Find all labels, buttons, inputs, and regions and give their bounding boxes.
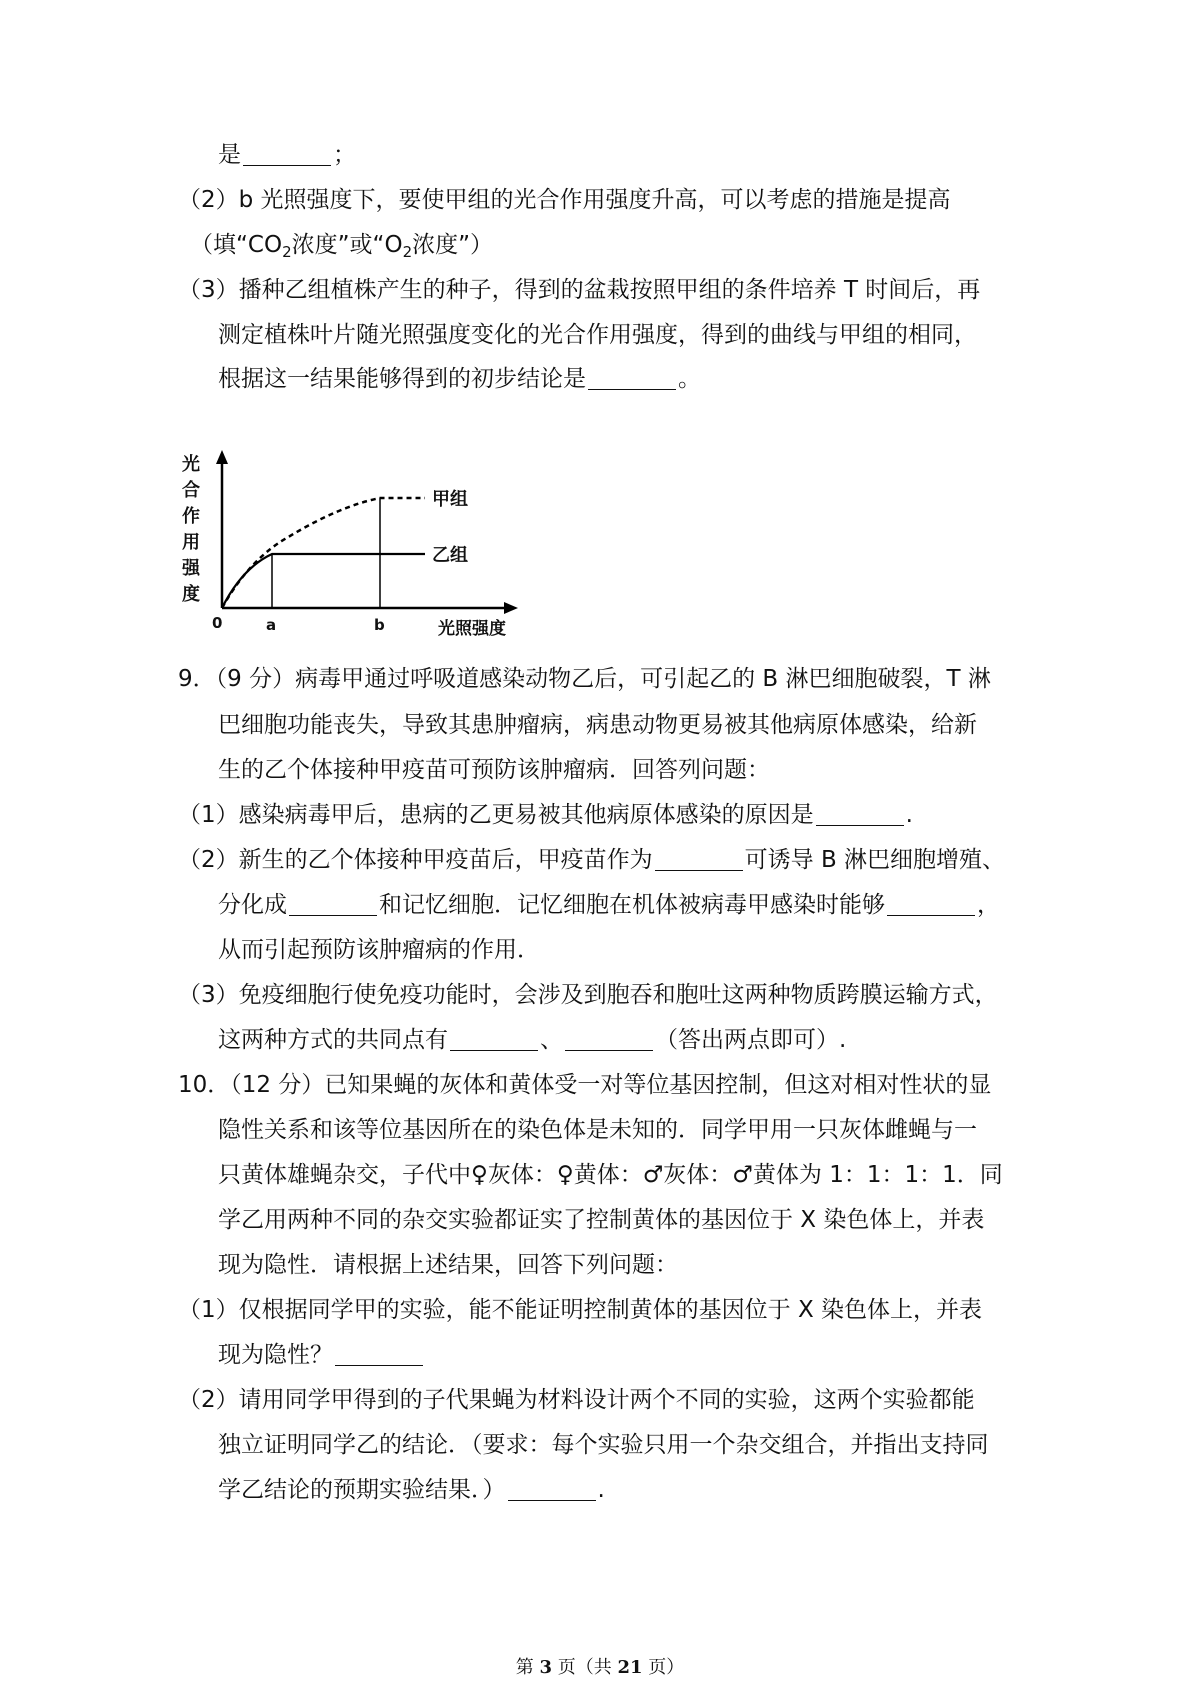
q10-line-9: 独立证明同学乙的结论．（要求：每个实验只用一个杂交组合，并指出支持同 [218, 1432, 989, 1458]
q10-line-5: 现为隐性．请根据上述结果，回答下列问题： [218, 1252, 678, 1278]
text: 浓度”） [412, 232, 494, 258]
answer-blank [816, 803, 904, 826]
text: （1）感染病毒甲后，患病的乙更易被其他病原体感染的原因是 [178, 802, 814, 828]
text: 分化成 [218, 892, 287, 918]
q10-line-2: 隐性关系和该等位基因所在的染色体是未知的．同学甲用一只灰体雌蝇与一 [218, 1117, 977, 1143]
q10-line-3: 只黄体雄蝇杂交，子代中♀灰体：♀黄体：♂灰体：♂黄体为 1：1：1：1．同 [218, 1162, 1003, 1188]
answer-blank [565, 1028, 653, 1051]
page-number: 3 [539, 1657, 552, 1678]
q9-line-1: 9．（9 分）病毒甲通过呼吸道感染动物乙后，可引起乙的 B 淋巴细胞破裂，T 淋 [178, 666, 991, 692]
footer-text: 页（共 [552, 1657, 618, 1678]
text: 和记忆细胞．记忆细胞在机体被病毒甲感染时能够 [379, 892, 885, 918]
y-axis-arrow-icon [216, 450, 228, 464]
text: . [597, 1477, 605, 1503]
footer-text: 页） [642, 1657, 685, 1678]
tick-a: a [266, 616, 277, 634]
text: . [905, 802, 913, 828]
text: （答出两点即可）. [655, 1027, 847, 1053]
q8-line-5: 测定植株叶片随光照强度变化的光合作用强度，得到的曲线与甲组的相同， [218, 322, 977, 348]
answer-blank [655, 848, 743, 871]
text: 、 [540, 1027, 563, 1053]
total-pages: 21 [617, 1657, 643, 1678]
label-yi: 乙组 [432, 545, 468, 566]
q9-line-3: 生的乙个体接种甲疫苗可预防该肿瘤病．回答列问题： [218, 757, 770, 783]
origin-label: 0 [212, 614, 223, 632]
q10-line-10 [218, 1475, 605, 1505]
text: 浓度”或“O [291, 232, 403, 258]
y-label-char-2: 作 [182, 506, 200, 527]
q9-line-5 [178, 845, 1005, 875]
curve-yi [222, 554, 425, 608]
q8-line-2: （2）b 光照强度下，要使甲组的光合作用强度升高，可以考虑的措施是提高 [178, 187, 951, 213]
subscript: 2 [402, 243, 413, 261]
q10-line-6: （1）仅根据同学甲的实验，能不能证明控制黄体的基因位于 X 染色体上，并表 [178, 1297, 983, 1323]
q9-line-2: 巴细胞功能丧失，导致其患肿瘤病，病患动物更易被其他病原体感染，给新 [218, 712, 977, 738]
footer-text: 第 [515, 1657, 540, 1678]
q9-line-8: （3）免疫细胞行使免疫功能时，会涉及到胞吞和胞吐这两种物质跨膜运输方式， [178, 982, 998, 1008]
label-jia: 甲组 [432, 489, 468, 510]
text: 可诱导 B 淋巴细胞增殖、 [744, 847, 1006, 873]
answer-blank [289, 893, 377, 916]
page-footer [0, 1653, 1200, 1679]
q10-line-1: 10．（12 分）已知果蝇的灰体和黄体受一对等位基因控制，但这对相对性状的显 [178, 1072, 992, 1098]
text: （2）新生的乙个体接种甲疫苗后，甲疫苗作为 [178, 847, 653, 873]
answer-blank [450, 1028, 538, 1051]
answer-blank [243, 143, 331, 166]
subscript: 2 [282, 243, 292, 261]
answer-blank [887, 893, 975, 916]
photosynthesis-figure [180, 448, 540, 648]
q10-line-7 [218, 1340, 425, 1370]
q9-line-6 [218, 890, 1000, 920]
y-label-char-1: 合 [182, 480, 200, 501]
text: 。 [678, 366, 701, 392]
text: （填“CO [190, 232, 283, 258]
q9-line-4 [178, 800, 913, 830]
y-label-char-4: 强 [182, 558, 200, 579]
y-label-char-3: 用 [182, 532, 200, 553]
q8-line-6 [218, 364, 701, 394]
q10-line-8: （2）请用同学甲得到的子代果蝇为材料设计两个不同的实验，这两个实验都能 [178, 1387, 975, 1413]
figure-svg [180, 448, 540, 648]
text: 现为隐性？ [218, 1342, 333, 1368]
q8-line-1 [218, 140, 356, 170]
text: 学乙结论的预期实验结果．） [218, 1477, 506, 1503]
answer-blank [335, 1343, 423, 1366]
q8-line-4: （3）播种乙组植株产生的种子，得到的盆栽按照甲组的条件培养 T 时间后，再 [178, 277, 981, 303]
x-axis-label: 光照强度 [438, 619, 506, 639]
x-axis-arrow-icon [504, 602, 518, 614]
text: 这两种方式的共同点有 [218, 1027, 448, 1053]
answer-blank [588, 367, 676, 390]
y-label-char-0: 光 [182, 454, 200, 475]
tick-b: b [374, 616, 385, 634]
text: ， [977, 892, 1000, 918]
q10-line-4: 学乙用两种不同的杂交实验都证实了控制黄体的基因位于 X 染色体上，并表 [218, 1207, 985, 1233]
text: 根据这一结果能够得到的初步结论是 [218, 366, 586, 392]
text: ； [333, 142, 356, 168]
y-label-char-5: 度 [182, 584, 200, 605]
text: 是 [218, 142, 241, 168]
q8-line-3 [190, 230, 493, 267]
q9-line-7: 从而引起预防该肿瘤病的作用． [218, 937, 540, 963]
q9-line-9 [218, 1025, 846, 1055]
answer-blank [508, 1478, 596, 1501]
